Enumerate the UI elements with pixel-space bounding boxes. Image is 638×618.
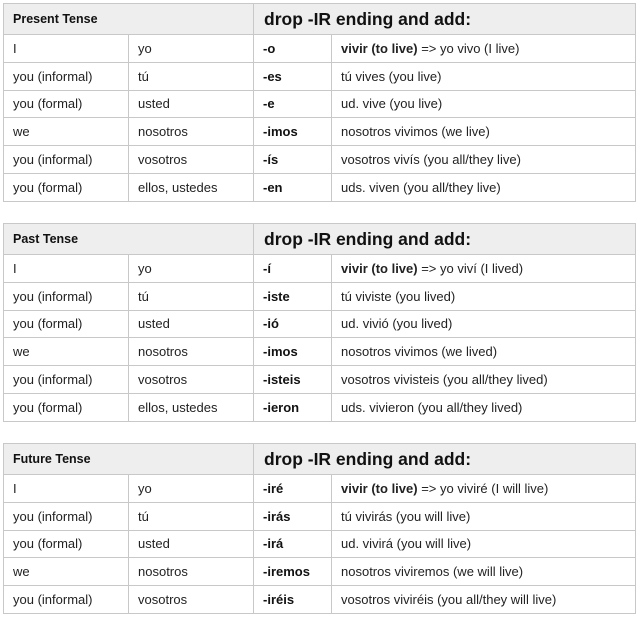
pronoun-cell: nosotros xyxy=(129,338,254,366)
pronoun-cell: yo xyxy=(129,255,254,283)
person-cell: we xyxy=(4,338,129,366)
pronoun-cell: usted xyxy=(129,90,254,118)
example-verb: vivir (to live) xyxy=(341,480,418,496)
table-row xyxy=(4,118,636,146)
example-cell: nosotros viviremos (we will live) xyxy=(332,558,636,586)
ending-cell: -es xyxy=(254,62,332,90)
pronoun-cell: vosotros xyxy=(129,146,254,174)
pronoun-cell: vosotros xyxy=(129,366,254,394)
example-cell: vosotros vivís (you all/they live) xyxy=(332,146,636,174)
table-row xyxy=(4,146,636,174)
pronoun-cell: ellos, ustedes xyxy=(129,173,254,201)
person-cell: you (informal) xyxy=(4,282,129,310)
person-cell: you (informal) xyxy=(4,146,129,174)
example-cell: uds. viven (you all/they live) xyxy=(332,173,636,201)
person-cell: you (informal) xyxy=(4,366,129,394)
example-cell xyxy=(332,35,636,63)
ending-cell: -iremos xyxy=(254,558,332,586)
person-cell: you (informal) xyxy=(4,502,129,530)
person-cell: I xyxy=(4,255,129,283)
table-row xyxy=(4,282,636,310)
example-cell: tú vivirás (you will live) xyxy=(332,502,636,530)
past-tense-table xyxy=(3,223,635,422)
ending-cell: -iré xyxy=(254,475,332,503)
example-verb: vivir (to live) xyxy=(341,260,418,276)
pronoun-cell: yo xyxy=(129,475,254,503)
pronoun-cell: yo xyxy=(129,35,254,63)
header-instruction: drop -IR ending and add: xyxy=(254,224,636,255)
table-row xyxy=(4,366,636,394)
person-cell: we xyxy=(4,558,129,586)
table-row xyxy=(4,502,636,530)
example-cell: vosotros vivisteis (you all/they lived) xyxy=(332,366,636,394)
table-row xyxy=(4,62,636,90)
present-tense-table xyxy=(3,3,635,202)
header-instruction: drop -IR ending and add: xyxy=(254,4,636,35)
table-row xyxy=(4,338,636,366)
example-cell: nosotros vivimos (we lived) xyxy=(332,338,636,366)
tense-title: Present Tense xyxy=(4,4,254,35)
example-cell: nosotros vivimos (we live) xyxy=(332,118,636,146)
pronoun-cell: vosotros xyxy=(129,586,254,614)
table-row xyxy=(4,393,636,421)
person-cell: you (informal) xyxy=(4,62,129,90)
ending-cell: -í xyxy=(254,255,332,283)
example-cell: vosotros viviréis (you all/they will live) xyxy=(332,586,636,614)
person-cell: you (formal) xyxy=(4,90,129,118)
tense-title: Future Tense xyxy=(4,444,254,475)
person-cell: you (formal) xyxy=(4,310,129,338)
ending-cell: -iréis xyxy=(254,586,332,614)
ending-cell: -imos xyxy=(254,338,332,366)
ending-cell: -e xyxy=(254,90,332,118)
person-cell: I xyxy=(4,35,129,63)
example-cell: uds. vivieron (you all/they lived) xyxy=(332,393,636,421)
example-rest: => yo viviré (I will live) xyxy=(417,480,549,496)
example-cell xyxy=(332,475,636,503)
person-cell: we xyxy=(4,118,129,146)
ending-cell: -ís xyxy=(254,146,332,174)
table-header-row xyxy=(4,4,636,35)
table-header-row xyxy=(4,224,636,255)
table-row xyxy=(4,530,636,558)
ending-cell: -irás xyxy=(254,502,332,530)
table-row xyxy=(4,586,636,614)
person-cell: you (formal) xyxy=(4,393,129,421)
example-rest: => yo vivo (I live) xyxy=(417,40,520,56)
table-row xyxy=(4,255,636,283)
ending-cell: -ieron xyxy=(254,393,332,421)
header-instruction: drop -IR ending and add: xyxy=(254,444,636,475)
example-verb: vivir (to live) xyxy=(341,40,418,56)
pronoun-cell: tú xyxy=(129,62,254,90)
ending-cell: -irá xyxy=(254,530,332,558)
example-cell: ud. vivió (you lived) xyxy=(332,310,636,338)
table-row xyxy=(4,310,636,338)
example-cell xyxy=(332,255,636,283)
table-row xyxy=(4,475,636,503)
person-cell: you (informal) xyxy=(4,586,129,614)
pronoun-cell: nosotros xyxy=(129,118,254,146)
pronoun-cell: tú xyxy=(129,282,254,310)
future-tense-table xyxy=(3,443,635,614)
example-cell: ud. vive (you live) xyxy=(332,90,636,118)
ending-cell: -isteis xyxy=(254,366,332,394)
ending-cell: -en xyxy=(254,173,332,201)
pronoun-cell: nosotros xyxy=(129,558,254,586)
ending-cell: -imos xyxy=(254,118,332,146)
person-cell: you (formal) xyxy=(4,530,129,558)
person-cell: you (formal) xyxy=(4,173,129,201)
example-cell: tú vives (you live) xyxy=(332,62,636,90)
table-header-row xyxy=(4,444,636,475)
example-rest: => yo viví (I lived) xyxy=(417,260,524,276)
table-row xyxy=(4,90,636,118)
ending-cell: -iste xyxy=(254,282,332,310)
example-cell: ud. vivirá (you will live) xyxy=(332,530,636,558)
pronoun-cell: usted xyxy=(129,310,254,338)
table-row xyxy=(4,558,636,586)
tense-title: Past Tense xyxy=(4,224,254,255)
example-cell: tú viviste (you lived) xyxy=(332,282,636,310)
table-row xyxy=(4,35,636,63)
pronoun-cell: ellos, ustedes xyxy=(129,393,254,421)
table-row xyxy=(4,173,636,201)
pronoun-cell: usted xyxy=(129,530,254,558)
person-cell: I xyxy=(4,475,129,503)
pronoun-cell: tú xyxy=(129,502,254,530)
ending-cell: -o xyxy=(254,35,332,63)
ending-cell: -ió xyxy=(254,310,332,338)
